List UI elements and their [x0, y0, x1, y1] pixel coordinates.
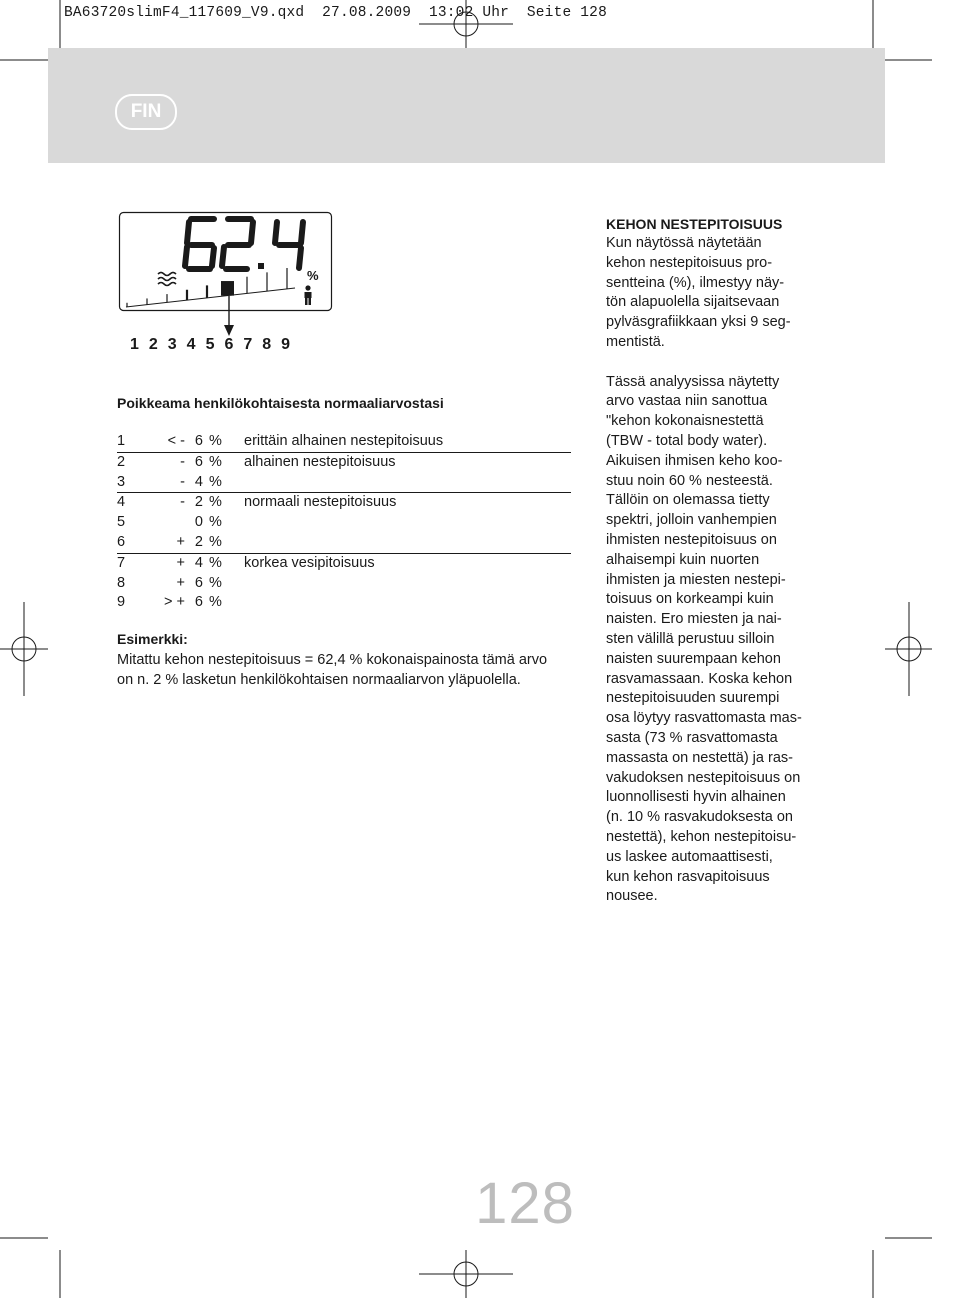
registration-mark-left — [0, 602, 48, 696]
row-sign: < - — [147, 432, 191, 452]
row-index: 9 — [117, 594, 126, 611]
row-description — [244, 574, 571, 594]
sidebar-line: (TBW - total body water). — [606, 432, 768, 449]
row-unit: % — [209, 594, 222, 611]
sidebar-line: osa löytyy rasvattomasta mas- — [606, 710, 802, 727]
row-sign: - — [147, 473, 191, 493]
sidebar-line: "kehon kokonaisnestettä — [606, 413, 764, 430]
row-unit: % — [203, 473, 244, 493]
sidebar-line: nestepitoisuuden suurempi — [606, 690, 780, 707]
row-value: 6 — [191, 432, 203, 452]
sidebar-line: sten välillä perustuu silloin — [606, 630, 775, 647]
sidebar-line: nestettä), kehon nestepitoisu- — [606, 828, 797, 845]
scale-number: 3 — [167, 336, 177, 353]
row-index: 5 — [117, 514, 126, 531]
row-sign: - — [180, 453, 185, 470]
example-body: Mitattu kehon nestepitoisuus = 62,4 % kokonaispainosta tämä arvo on n. 2 % lasketun henkilökohtaisen normaaliarvon yläpuolella. — [117, 652, 548, 688]
sidebar-line: Tässä analyysissa näytetty — [606, 373, 780, 390]
row-sign: + — [147, 533, 191, 553]
scale-number: 4 — [186, 336, 196, 353]
row-sign: + — [176, 574, 185, 591]
page-number: 128 — [475, 1171, 575, 1236]
row-index: 2 — [117, 453, 126, 470]
row-unit: % — [209, 574, 222, 591]
row-description: erittäin alhainen nestepitoisuus — [244, 432, 571, 452]
row-index: 4 — [117, 494, 126, 511]
row-sign: + — [176, 554, 185, 571]
scale-number: 7 — [243, 336, 253, 353]
table-row — [117, 473, 571, 493]
row-unit: % — [209, 453, 222, 470]
row-index: 7 — [117, 554, 126, 571]
deviation-heading: Poikkeama henkilökohtaisesta normaaliarvostasi — [117, 395, 444, 411]
registration-mark-right — [885, 602, 932, 696]
sidebar-line: naisten suurempaan kehon — [606, 650, 781, 667]
language-badge: FIN — [115, 94, 177, 130]
row-sign: - — [180, 494, 185, 511]
row-description — [244, 593, 571, 613]
sidebar-line: tön alapuolella sijaitsevaan — [606, 294, 780, 311]
sidebar-line: nousee. — [606, 888, 658, 905]
sidebar-line: ihmisten ja miesten nestepi- — [606, 571, 786, 588]
sidebar-line: Tällöin on olemassa tietty — [606, 492, 770, 509]
sidebar-line: sasta (73 % rasvattomasta — [606, 729, 778, 746]
sidebar-line: alhaisempi kuin nuorten — [606, 551, 760, 568]
table-row — [117, 533, 571, 553]
table-row — [117, 493, 571, 513]
row-unit: % — [209, 514, 222, 531]
row-unit: % — [203, 432, 244, 452]
row-index: 3 — [117, 473, 147, 493]
sidebar-line: arvo vastaa niin sanottua — [606, 393, 768, 410]
scale-lcd-display — [115, 208, 355, 338]
row-value: 2 — [194, 494, 203, 511]
row-sign — [147, 513, 191, 533]
sidebar-line: luonnollisesti hyvin alhainen — [606, 789, 786, 806]
row-value: 6 — [194, 594, 203, 611]
segment-scale-numbers — [130, 336, 300, 354]
sidebar-line: Aikuisen ihmisen keho koo- — [606, 452, 783, 469]
scale-number: 8 — [262, 336, 272, 353]
table-row — [117, 432, 571, 452]
sidebar-line: rasvamassaan. Koska kehon — [606, 670, 793, 687]
sidebar-line: massasta on nestettä) ja ras- — [606, 749, 793, 766]
row-unit: % — [209, 494, 222, 511]
row-value: 0 — [194, 514, 203, 531]
sidebar-line: mentistä. — [606, 333, 665, 350]
sidebar-title: KEHON NESTEPITOISUUS — [606, 216, 783, 232]
table-row — [117, 553, 571, 573]
table-row — [117, 593, 571, 613]
row-value: 4 — [194, 554, 203, 571]
row-index: 1 — [117, 432, 147, 452]
print-slug: BA63720slimF4_117609_V9.qxd 27.08.2009 13:02 Uhr Seite 128 — [64, 5, 607, 21]
bar-segment-active — [221, 281, 234, 296]
lcd-percent-sign: % — [307, 268, 319, 283]
sidebar-text — [606, 234, 826, 907]
sidebar-line: spektri, jolloin vanhempien — [606, 512, 777, 529]
row-index: 8 — [117, 574, 126, 591]
deviation-table — [117, 432, 571, 613]
sidebar-line: toisuus on korkeampi kuin — [606, 591, 774, 608]
row-description — [244, 513, 571, 533]
registration-mark-top — [419, 0, 513, 48]
scale-number: 1 — [130, 336, 139, 353]
row-description — [244, 473, 571, 493]
row-description — [244, 533, 571, 553]
row-unit: % — [203, 533, 244, 553]
scale-number: 2 — [148, 336, 158, 353]
row-description: alhainen nestepitoisuus — [244, 453, 396, 470]
row-index: 6 — [117, 533, 147, 553]
sidebar-line: (n. 10 % rasvakudoksesta on — [606, 809, 793, 826]
table-row — [117, 513, 571, 533]
table-row — [117, 452, 571, 472]
sidebar-line: vakudoksen nestepitoisuus on — [606, 769, 801, 786]
scale-number: 9 — [281, 336, 291, 353]
row-sign: > + — [164, 594, 185, 611]
sidebar-line: us laskee automaattisesti, — [606, 848, 773, 865]
sidebar-line: kehon nestepitoisuus pro- — [606, 254, 773, 271]
sidebar-line: stuu noin 60 % nesteestä. — [606, 472, 773, 489]
paragraph-gap — [606, 353, 826, 373]
row-description: normaali nestepitoisuus — [244, 494, 397, 511]
sidebar-line: naisten. Ero miesten ja nai- — [606, 611, 782, 628]
scale-number: 5 — [205, 336, 215, 353]
decimal-point-icon — [258, 263, 264, 269]
sidebar-line: sentteina (%), ilmestyy näy- — [606, 274, 785, 291]
row-value: 6 — [194, 574, 203, 591]
sidebar-line: kun kehon rasvapitoisuus — [606, 868, 770, 885]
row-description: korkea vesipitoisuus — [244, 554, 375, 571]
sidebar-line: ihmisten nestepitoisuus on — [606, 531, 777, 548]
row-value: 6 — [194, 453, 203, 470]
sidebar-line: Kun näytössä näytetään — [606, 235, 762, 251]
scale-number: 6 — [224, 336, 234, 353]
registration-mark-bottom — [419, 1250, 513, 1298]
sidebar-line: pylväsgrafiikkaan yksi 9 seg- — [606, 314, 791, 331]
row-value: 2 — [191, 533, 203, 553]
row-unit: % — [209, 554, 222, 571]
example-title: Esimerkki: — [117, 631, 188, 647]
table-row — [117, 574, 571, 594]
row-value: 4 — [191, 473, 203, 493]
